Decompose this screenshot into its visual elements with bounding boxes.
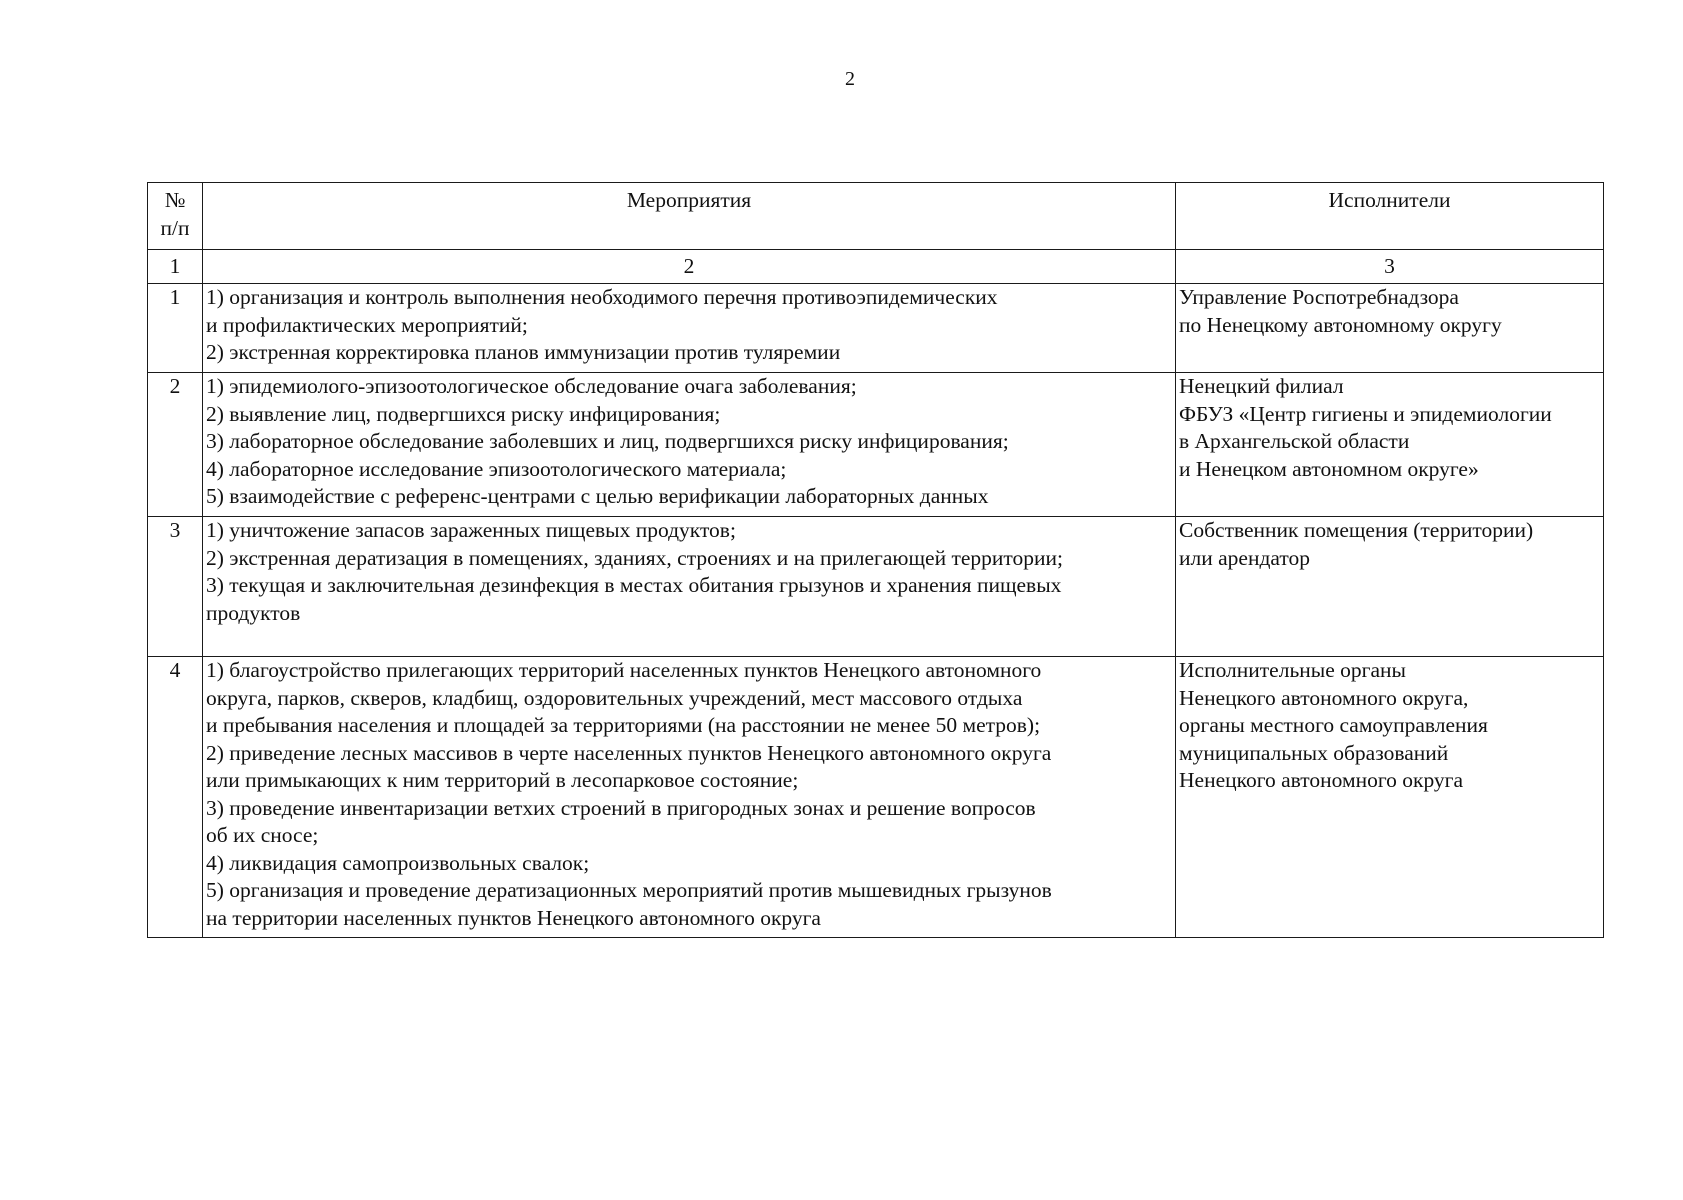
measure-line: продуктов (206, 600, 301, 625)
executor-line: Собственник помещения (территории) (1179, 518, 1534, 542)
table-row (148, 373, 1604, 517)
executor-line: в Архангельской области (1179, 429, 1410, 453)
executors-cell (1176, 657, 1604, 938)
column-index-cell: 2 (203, 250, 1176, 284)
header-num-line: п/п (160, 215, 190, 240)
measure-line: или примыкающих к ним территорий в лесопарковое состояние; (206, 768, 799, 792)
executor-line: Управление Роспотребнадзора (1179, 285, 1459, 309)
executor-line: по Ненецкому автономному округу (1179, 312, 1502, 337)
column-index-row (148, 250, 1604, 284)
measure-line: округа, парков, скверов, кладбищ, оздоровительных учреждений, мест массового отдыха (206, 685, 1023, 710)
executor-line: Исполнительные органы (1179, 658, 1406, 682)
measure-line: 5) организация и проведение дератизационных мероприятий против мышевидных грызунов (206, 878, 1052, 902)
measure-line: 4) лабораторное исследование эпизоотологического материала; (206, 456, 787, 481)
measures-table (147, 182, 1604, 938)
executor-line: Ненецкого автономного округа (1179, 768, 1464, 792)
measure-line: 5) взаимодействие с референс-центрами с целью верификации лабораторных данных (206, 484, 989, 508)
executors-cell (1176, 284, 1604, 373)
measure-line: 3) лабораторное обследование заболевших и лиц, подвергшихся риску инфицирования; (206, 429, 1009, 453)
measures-cell (203, 517, 1176, 657)
executor-line: Ненецкого автономного округа, (1179, 685, 1469, 710)
row-number: 3 (148, 517, 203, 657)
executor-line: или арендатор (1179, 545, 1310, 570)
measure-line: 1) эпидемиолого-эпизоотологическое обследование очага заболевания; (206, 374, 857, 398)
executors-cell (1176, 373, 1604, 517)
measure-line: 2) выявление лиц, подвергшихся риску инфицирования; (206, 401, 721, 426)
measure-line: и пребывания населения и площадей за территориями (на расстоянии не менее 50 метров); (206, 713, 1041, 737)
row-number: 1 (148, 284, 203, 373)
executors-cell (1176, 517, 1604, 657)
row-number: 4 (148, 657, 203, 938)
header-measures: Мероприятия (203, 183, 1176, 250)
measure-line: 4) ликвидация самопроизвольных свалок; (206, 850, 590, 875)
table-row (148, 284, 1604, 373)
measure-line: 3) текущая и заключительная дезинфекция в местах обитания грызунов и хранения пищевых (206, 573, 1062, 597)
table-row (148, 517, 1604, 657)
column-index-cell: 1 (148, 250, 203, 284)
header-num-line: № (164, 188, 186, 212)
measure-line: 1) уничтожение запасов зараженных пищевых продуктов; (206, 518, 736, 542)
executor-line: муниципальных образований (1179, 740, 1449, 765)
measures-cell (203, 284, 1176, 373)
executor-line: и Ненецком автономном округе» (1179, 456, 1479, 481)
measure-line: 3) проведение инвентаризации ветхих строений в пригородных зонах и решение вопросов (206, 795, 1036, 820)
table-header-row (148, 183, 1604, 250)
executor-line: органы местного самоуправления (1179, 713, 1488, 737)
measure-line: 1) благоустройство прилегающих территорий населенных пунктов Ненецкого автономного (206, 658, 1042, 682)
column-index-cell: 3 (1176, 250, 1604, 284)
executor-line: ФБУЗ «Центр гигиены и эпидемиологии (1179, 401, 1552, 426)
measure-line: 2) экстренная дератизация в помещениях, зданиях, строениях и на прилегающей территории; (206, 545, 1063, 570)
measure-line: 2) приведение лесных массивов в черте населенных пунктов Ненецкого автономного округа (206, 740, 1052, 765)
measure-line: об их сносе; (206, 823, 319, 847)
row-number: 2 (148, 373, 203, 517)
measure-line: 1) организация и контроль выполнения необходимого перечня противоэпидемических (206, 285, 998, 309)
header-executors: Исполнители (1176, 183, 1604, 250)
measures-cell (203, 373, 1176, 517)
header-num (148, 183, 203, 250)
measures-cell (203, 657, 1176, 938)
measure-line: на территории населенных пунктов Ненецкого автономного округа (206, 905, 821, 930)
executor-line: Ненецкий филиал (1179, 374, 1344, 398)
page-number: 2 (845, 68, 855, 90)
measure-line: и профилактических мероприятий; (206, 312, 528, 337)
measure-line: 2) экстренная корректировка планов иммунизации против туляремии (206, 340, 841, 364)
table-row (148, 657, 1604, 938)
